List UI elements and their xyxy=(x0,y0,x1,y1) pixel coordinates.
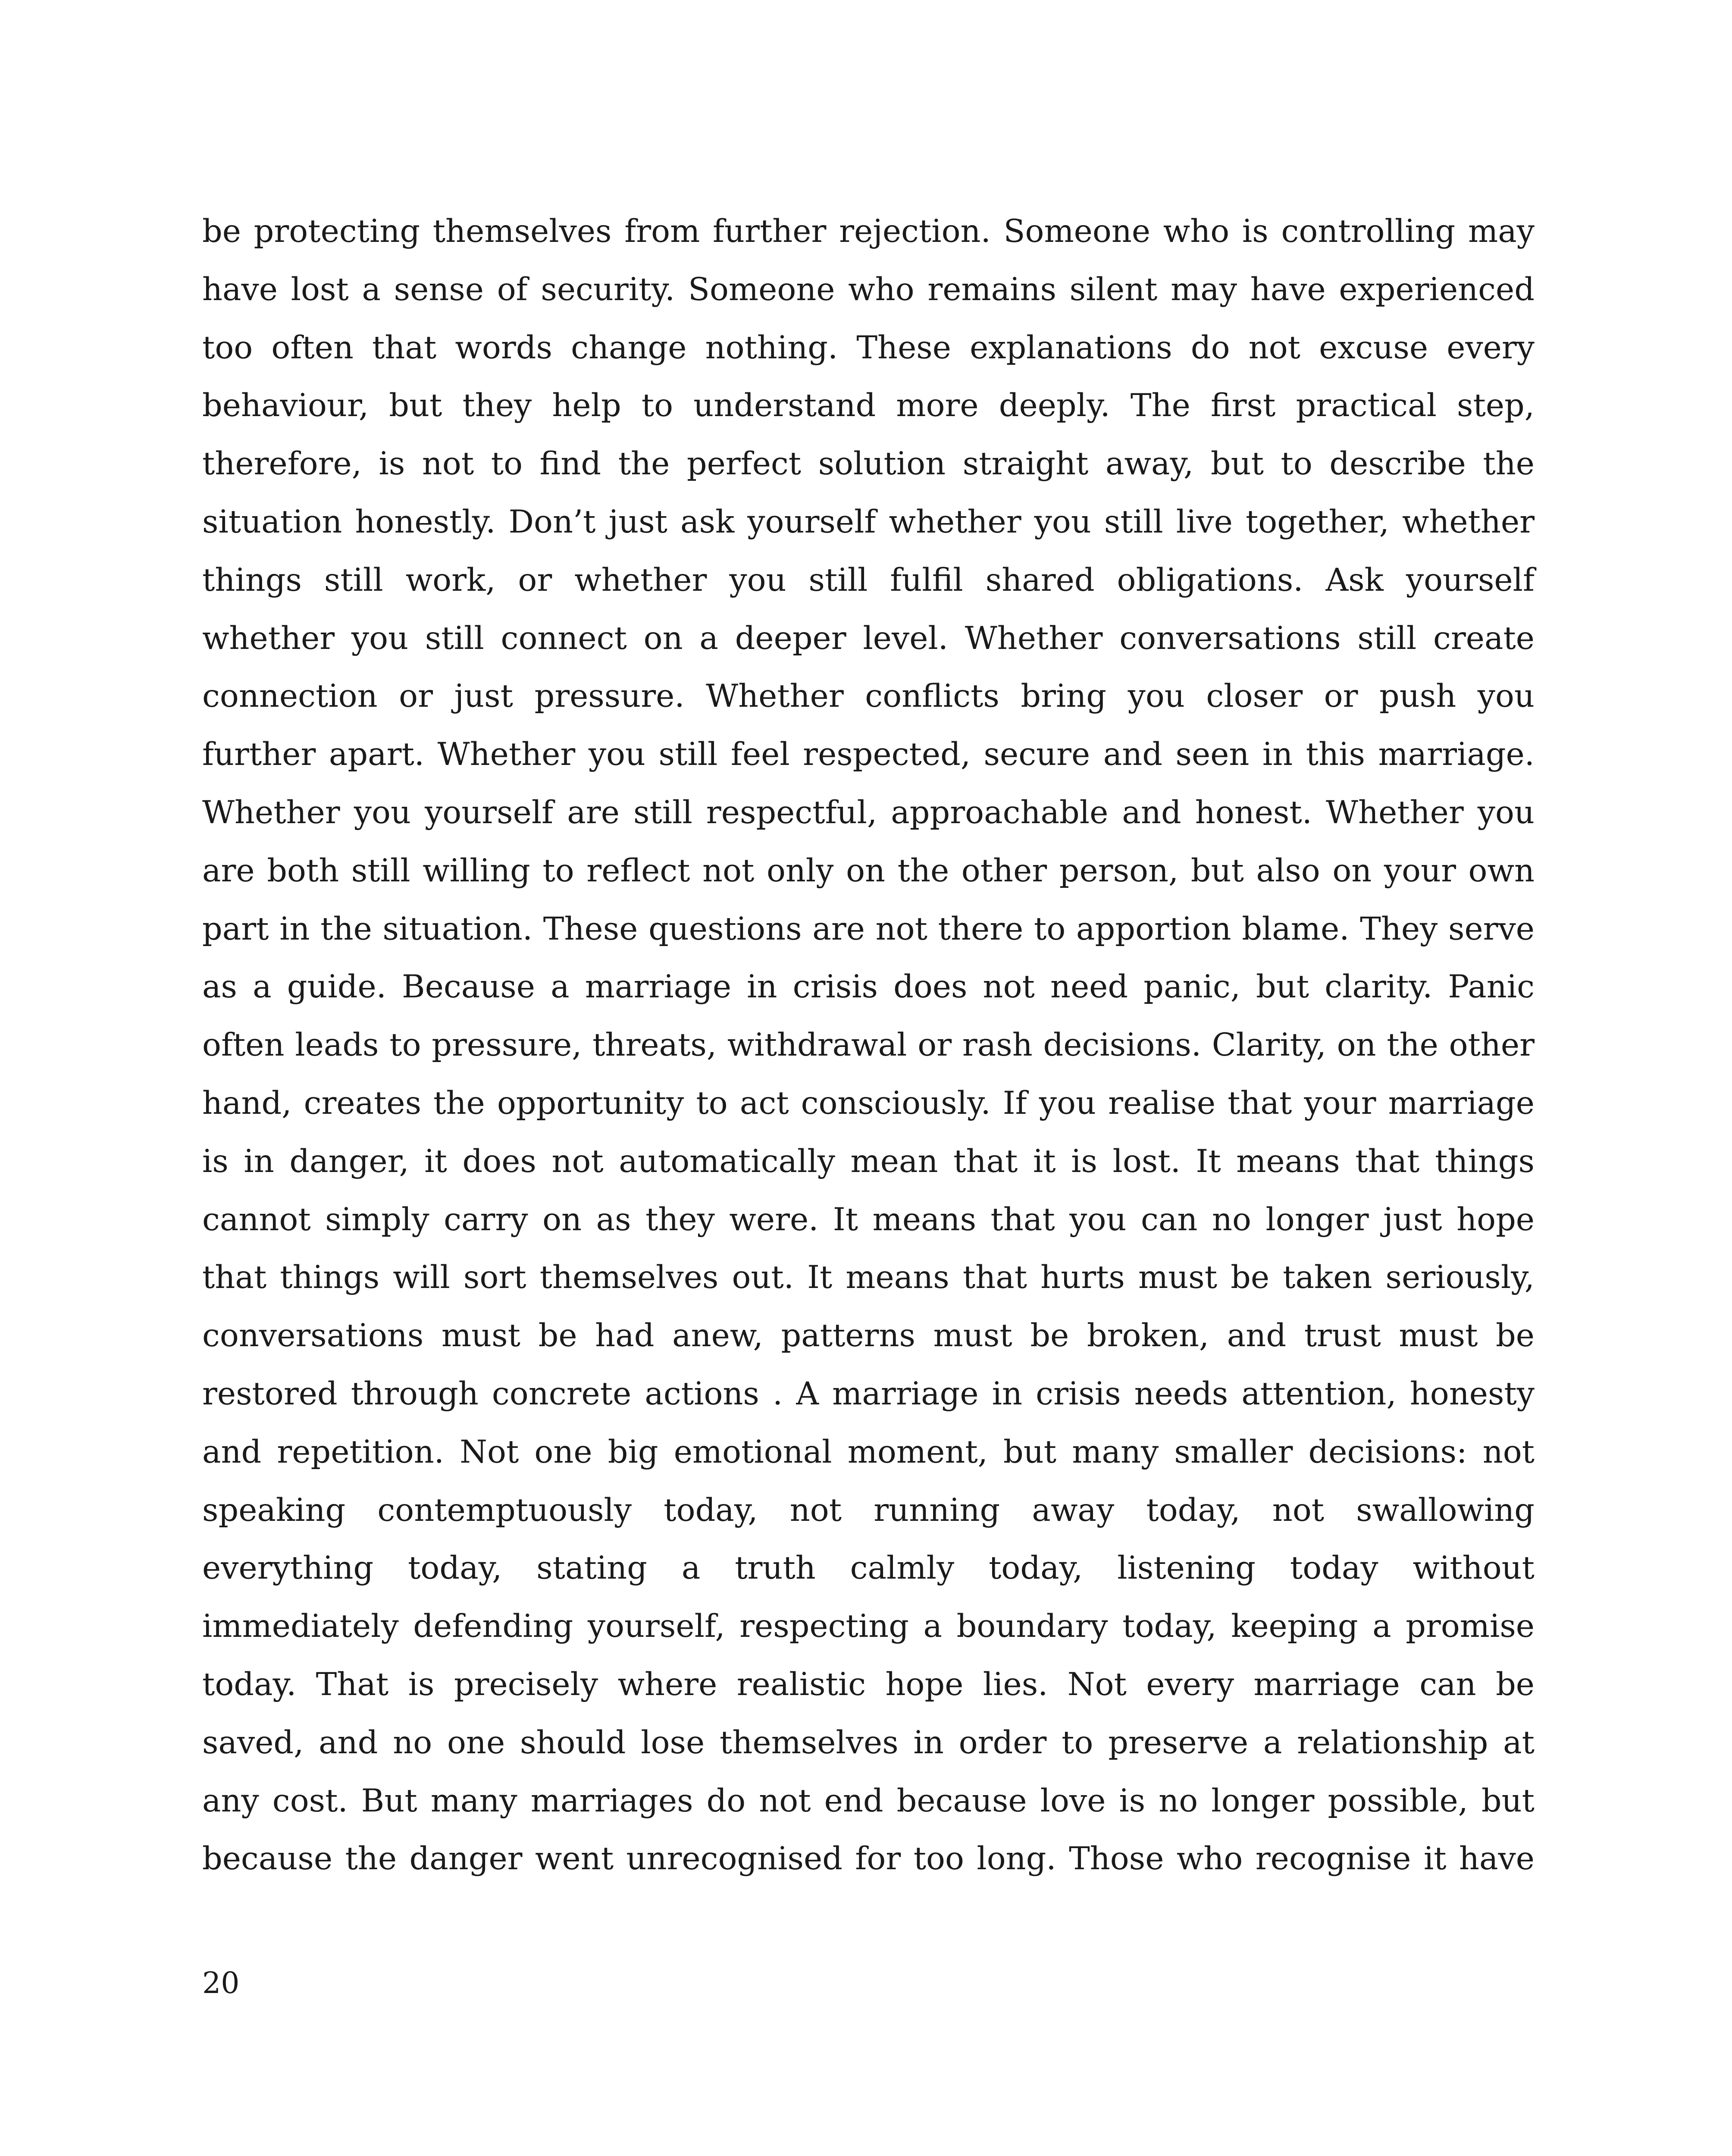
text-line: whether you still connect on a deeper level. Whether conversations still create xyxy=(202,620,1535,657)
text-line: today. That is precisely where realistic hope lies. Not every marriage can be xyxy=(202,1666,1535,1703)
text-line: cannot simply carry on as they were. It means that you can no longer just hope xyxy=(202,1201,1535,1238)
text-line: everything today, stating a truth calmly today, listening today without xyxy=(202,1550,1535,1587)
text-line: restored through concrete actions . A marriage in crisis needs attention, honesty xyxy=(202,1375,1535,1412)
text-line: hand, creates the opportunity to act consciously. If you realise that your marriage xyxy=(202,1084,1535,1122)
text-line: any cost. But many marriages do not end because love is no longer possible, but xyxy=(202,1782,1535,1819)
text-line: immediately defending yourself, respecting a boundary today, keeping a promise xyxy=(202,1608,1535,1645)
text-line: saved, and no one should lose themselves in order to preserve a relationship at xyxy=(202,1724,1535,1761)
text-line: are both still willing to reflect not only on the other person, but also on your own xyxy=(202,852,1535,889)
text-line: behaviour, but they help to understand more deeply. The first practical step, xyxy=(202,387,1535,424)
text-line: be protecting themselves from further rejection. Someone who is controlling may xyxy=(202,213,1535,250)
text-line: further apart. Whether you still feel respected, secure and seen in this marriage. xyxy=(202,736,1535,773)
text-line: as a guide. Because a marriage in crisis does not need panic, but clarity. Panic xyxy=(202,968,1535,1006)
page-number: 20 xyxy=(202,1966,240,2000)
text-line: part in the situation. These questions are not there to apportion blame. They serve xyxy=(202,910,1535,947)
text-line: often leads to pressure, threats, withdrawal or rash decisions. Clarity, on the other xyxy=(202,1027,1535,1064)
text-line: and repetition. Not one big emotional moment, but many smaller decisions: not xyxy=(202,1433,1535,1470)
text-line: situation honestly. Don’t just ask yourself whether you still live together, whether xyxy=(202,503,1535,540)
text-line: speaking contemptuously today, not running away today, not swallowing xyxy=(202,1492,1535,1529)
text-line: too often that words change nothing. These explanations do not excuse every xyxy=(202,329,1535,366)
body-paragraph xyxy=(202,203,1535,1888)
text-line: Whether you yourself are still respectful, approachable and honest. Whether you xyxy=(202,794,1535,831)
text-line: conversations must be had anew, patterns must be broken, and trust must be xyxy=(202,1317,1535,1354)
text-line: that things will sort themselves out. It means that hurts must be taken seriously, xyxy=(202,1259,1535,1296)
text-line: have lost a sense of security. Someone who remains silent may have experienced xyxy=(202,271,1535,308)
text-line: things still work, or whether you still fulfil shared obligations. Ask yourself xyxy=(202,561,1535,599)
text-line: is in danger, it does not automatically mean that it is lost. It means that things xyxy=(202,1143,1535,1180)
text-line: connection or just pressure. Whether conflicts bring you closer or push you xyxy=(202,678,1535,715)
text-line: because the danger went unrecognised for too long. Those who recognise it have xyxy=(202,1840,1535,1877)
text-line: therefore, is not to find the perfect solution straight away, but to describe the xyxy=(202,445,1535,483)
